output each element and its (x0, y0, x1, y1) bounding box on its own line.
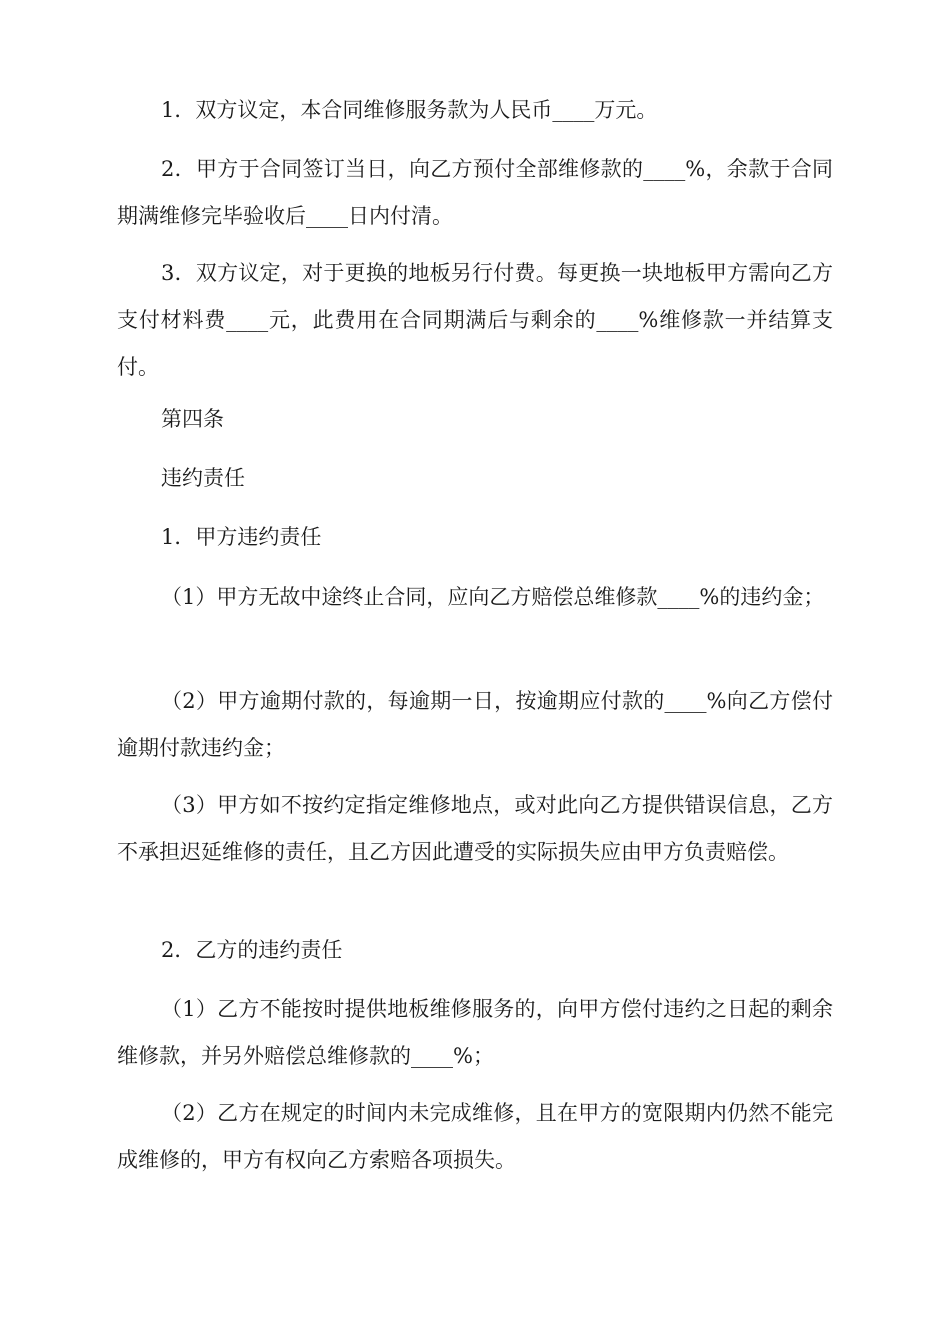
clause-3-item-3: 3．双方议定，对于更换的地板另行付费。每更换一块地板甲方需向乙方支付材料费____元，此费用在合同期满后与剩余的____%维修款一并结算支付。 (117, 261, 833, 379)
party-a-liability-item-2: （2）甲方逾期付款的，每逾期一日，按逾期应付款的____%向乙方偿付逾期付款违约金； (117, 689, 833, 760)
article-four-heading: 第四条 (161, 407, 224, 431)
party-b-liability-item-1: （1）乙方不能按时提供地板维修服务的，向甲方偿付违约之日起的剩余维修款，并另外赔偿总维修款的____%； (117, 997, 833, 1068)
party-a-liability-heading: 1．甲方违约责任 (161, 525, 322, 549)
clause-3-item-1: 1．双方议定，本合同维修服务款为人民币____万元。 (161, 98, 658, 122)
liability-heading: 违约责任 (161, 466, 245, 490)
party-a-liability-item-1: （1）甲方无故中途终止合同，应向乙方赔偿总维修款____%的违约金； (161, 585, 825, 609)
party-a-liability-item-3: （3）甲方如不按约定指定维修地点，或对此向乙方提供错误信息，乙方不承担迟延维修的责任，且乙方因此遭受的实际损失应由甲方负责赔偿。 (117, 793, 833, 864)
party-b-liability-item-2: （2）乙方在规定的时间内未完成维修，且在甲方的宽限期内仍然不能完成维修的，甲方有权向乙方索赔各项损失。 (117, 1101, 833, 1172)
clause-3-item-2: 2．甲方于合同签订当日，向乙方预付全部维修款的____%，余款于合同期满维修完毕验收后____日内付清。 (117, 157, 833, 228)
party-b-liability-heading: 2．乙方的违约责任 (161, 938, 343, 962)
